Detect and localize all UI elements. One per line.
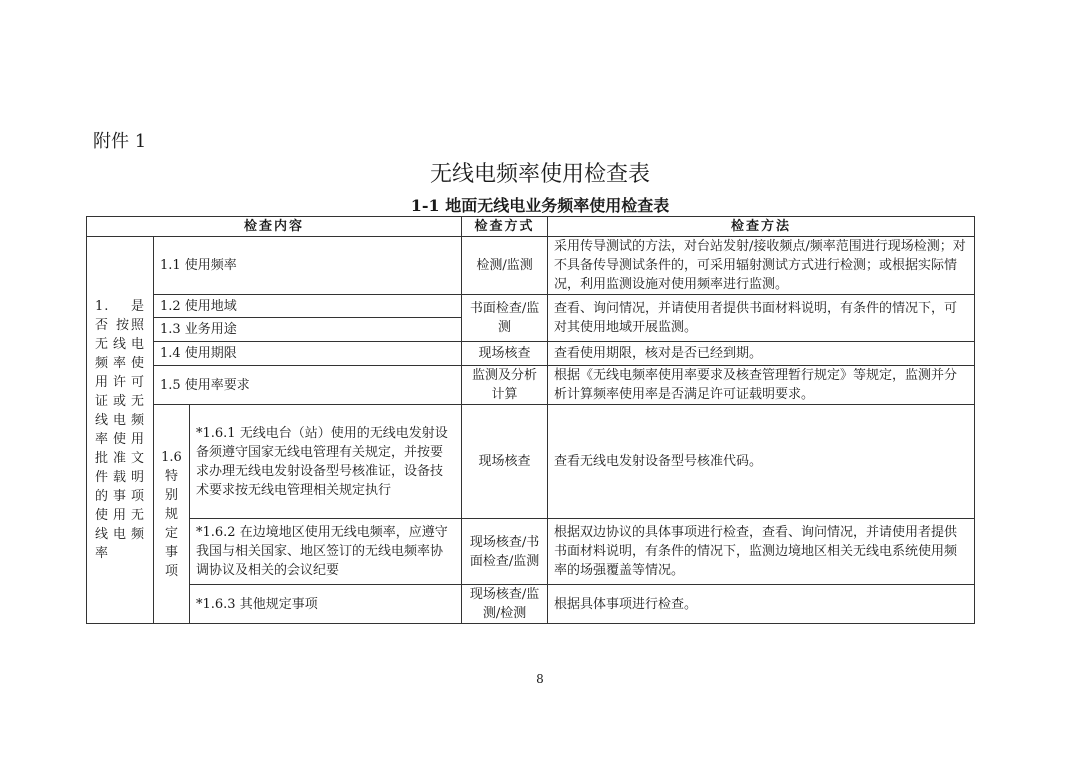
item-1-6-1: *1.6.1 无线电台（站）使用的无线电发射设备须遵守国家无线电管理有关规定，并按要求办理无线电发射设备型号核准证，设备技术要求按无线电管理相关规定执行 [190,405,462,519]
method-1-5: 根据《无线电频率使用率要求及核查管理暂行规定》等规定，监测并分析计算频率使用率是否满足许可证载明要求。 [548,366,975,405]
table-subtitle: 1-1 地面无线电业务频率使用检查表 [410,196,670,215]
item-1-6-label [154,405,190,624]
method-1-1: 采用传导测试的方法，对台站发射/接收频点/频率范围进行现场检测；对不具备传导测试条件的，可采用辐射测试方式进行检测；或根据实际情况，利用监测设施对使用频率进行监测。 [548,237,975,295]
type-1-4: 现场核查 [462,342,548,366]
category-cell: 1. 是 否 按照无线电频率使用许可证或无线电频率使用批准文件载明的事项使用无线电频率 [87,237,154,624]
item-1-5: 1.5 使用率要求 [154,366,462,405]
item-1-6-2: *1.6.2 在边境地区使用无线电频率，应遵守我国与相关国家、地区签订的无线电频率协调协议及相关的会议纪要 [190,519,462,585]
table-row [87,342,975,366]
item-1-1: 1.1 使用频率 [154,237,462,295]
type-1-1: 检测/监测 [462,237,548,295]
header-content: 检查内容 [87,217,462,237]
table-row [87,585,975,624]
type-1-6-3: 现场核查/监测/检测 [462,585,548,624]
table-header-row [87,217,975,237]
type-1-6-2: 现场核查/书面检查/监测 [462,519,548,585]
page-number: 8 [536,672,544,686]
method-1-2: 查看、询问情况，并请使用者提供书面材料说明，有条件的情况下，可对其使用地域开展监测。 [548,295,975,342]
item-1-4: 1.4 使用期限 [154,342,462,366]
type-1-2: 书面检查/监测 [462,295,548,342]
table-row [87,405,975,519]
item-1-6-number: 1.6 [161,449,182,465]
method-1-6-3: 根据具体事项进行检查。 [548,585,975,624]
table-row [87,237,975,295]
method-1-6-2: 根据双边协议的具体事项进行检查，查看、询问情况，并请使用者提供书面材料说明，有条件的情况下，监测边境地区相关无线电系统使用频率的场强覆盖等情况。 [548,519,975,585]
item-1-2: 1.2 使用地域 [154,295,462,318]
attachment-label: 附件 1 [93,131,147,152]
type-1-5: 监测及分析计算 [462,366,548,405]
method-1-6-1: 查看无线电发射设备型号核准代码。 [548,405,975,519]
header-method-type: 检查方式 [462,217,548,237]
table-row [87,519,975,585]
item-1-3: 1.3 业务用途 [154,318,462,342]
item-1-6-title: 特别规定事项 [164,468,178,579]
item-1-6-3: *1.6.3 其他规定事项 [190,585,462,624]
document-title: 无线电频率使用检查表 [429,162,650,187]
header-method-detail: 检查方法 [548,217,975,237]
table-row [87,295,975,318]
type-1-6-1: 现场核查 [462,405,548,519]
inspection-table [86,216,975,624]
table-row [87,366,975,405]
method-1-4: 查看使用期限，核对是否已经到期。 [548,342,975,366]
